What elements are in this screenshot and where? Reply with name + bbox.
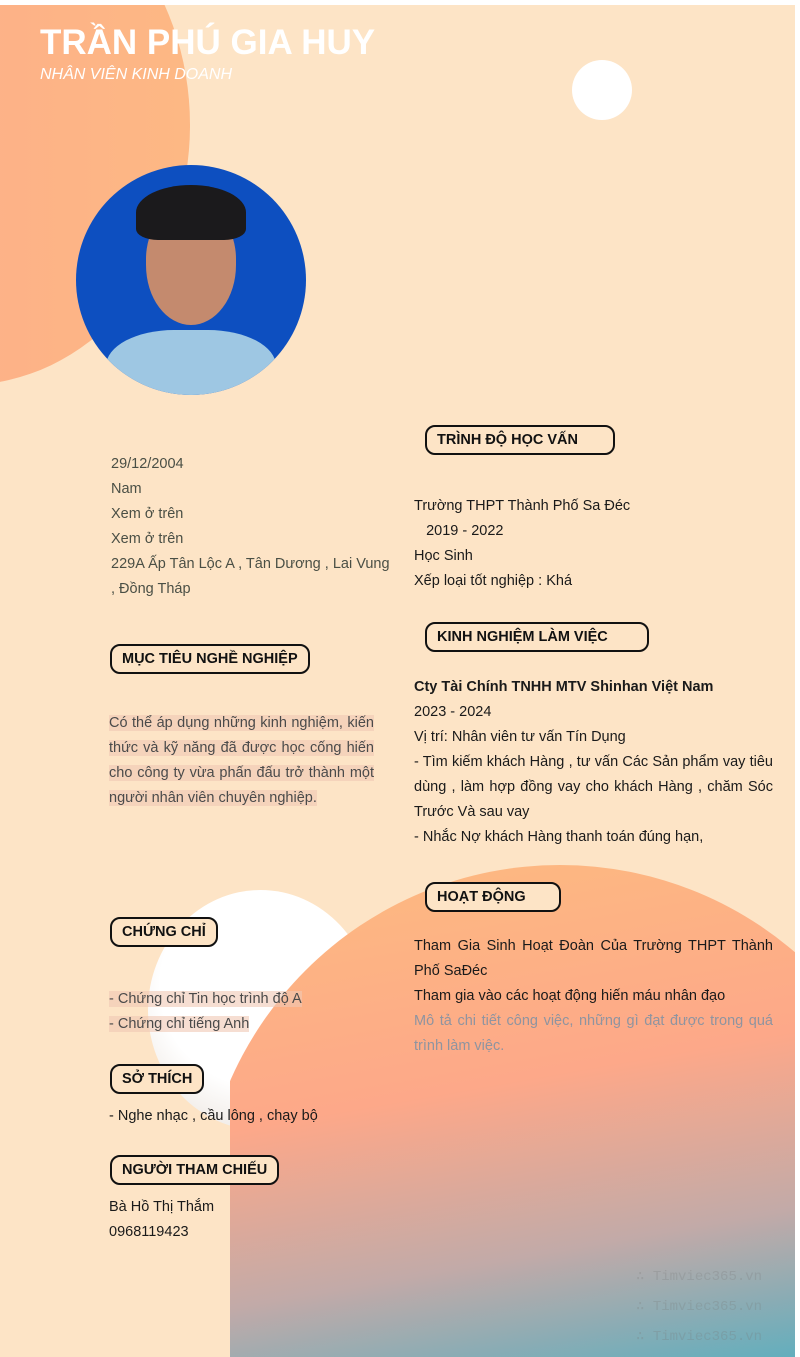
birthdate: 29/12/2004: [111, 456, 184, 472]
cv-role: NHÂN VIÊN KINH DOANH: [40, 66, 233, 83]
address: 229A Ấp Tân Lộc A , Tân Dương , Lai Vung , Đồng Tháp: [111, 556, 390, 597]
experience-heading: KINH NGHIỆM LÀM VIỆC: [425, 622, 649, 652]
education-info: Trường THPT Thành Phố Sa Đéc 2019 - 2022 Học Sinh Xếp loại tốt nghiệp : Khá: [414, 498, 631, 589]
phone: Xem ở trên: [111, 506, 184, 522]
hobbies-heading: SỞ THÍCH: [110, 1064, 204, 1094]
hobbies-text: - Nghe nhạc , cầu lông , chạy bộ: [109, 1108, 318, 1124]
education-heading: TRÌNH ĐỘ HỌC VẤN: [425, 425, 615, 455]
decor-dot: [572, 60, 632, 120]
gender: Nam: [111, 481, 142, 497]
watermark: ∴ Timviec365.vn: [636, 1329, 763, 1345]
personal-info: [111, 452, 391, 602]
reference-heading: NGƯỜI THAM CHIẾU: [110, 1155, 279, 1185]
watermark: ∴ Timviec365.vn: [636, 1299, 763, 1315]
reference-info: Bà Hồ Thị Thắm 0968119423: [109, 1199, 215, 1240]
cv-name: TRẦN PHÚ GIA HUY: [40, 23, 376, 62]
objective-text: Có thể áp dụng những kinh nghiệm, kiến thức và kỹ năng đã được học cống hiến cho công ty vừa phấn đấu trở thành một người nhân viên chuyên nghiệp.: [109, 715, 374, 806]
email: Xem ở trên: [111, 531, 184, 547]
watermark: ∴ Timviec365.vn: [636, 1269, 763, 1285]
certificates-heading: CHỨNG CHỈ: [110, 917, 218, 947]
activities-info: Tham Gia Sinh Hoạt Đoàn Của Trường THPT Thành Phố SaĐéc Tham gia vào các hoạt động hiến máu nhân đạo Mô tả chi tiết công việc, những gì đạt được trong quá trình làm việc.: [414, 938, 773, 1054]
certificates-list: - Chứng chỉ Tin học trình độ A - Chứng chỉ tiếng Anh: [109, 991, 302, 1032]
objective-heading: MỤC TIÊU NGHỀ NGHIỆP: [110, 644, 310, 674]
avatar: [76, 165, 306, 395]
experience-info: Cty Tài Chính TNHH MTV Shinhan Việt Nam 2023 - 2024 Vị trí: Nhân viên tư vấn Tín Dụng - Tìm kiếm khách Hàng , tư vấn Các Sản phẩm vay tiêu dùng , làm hợp đồng vay cho khách Hàng , chăm Sóc Trước Và sau vay - Nhắc Nợ khách Hàng thanh toán đúng hạn,: [414, 679, 773, 845]
cv-page: [0, 5, 795, 1357]
activities-heading: HOẠT ĐỘNG: [425, 882, 561, 912]
